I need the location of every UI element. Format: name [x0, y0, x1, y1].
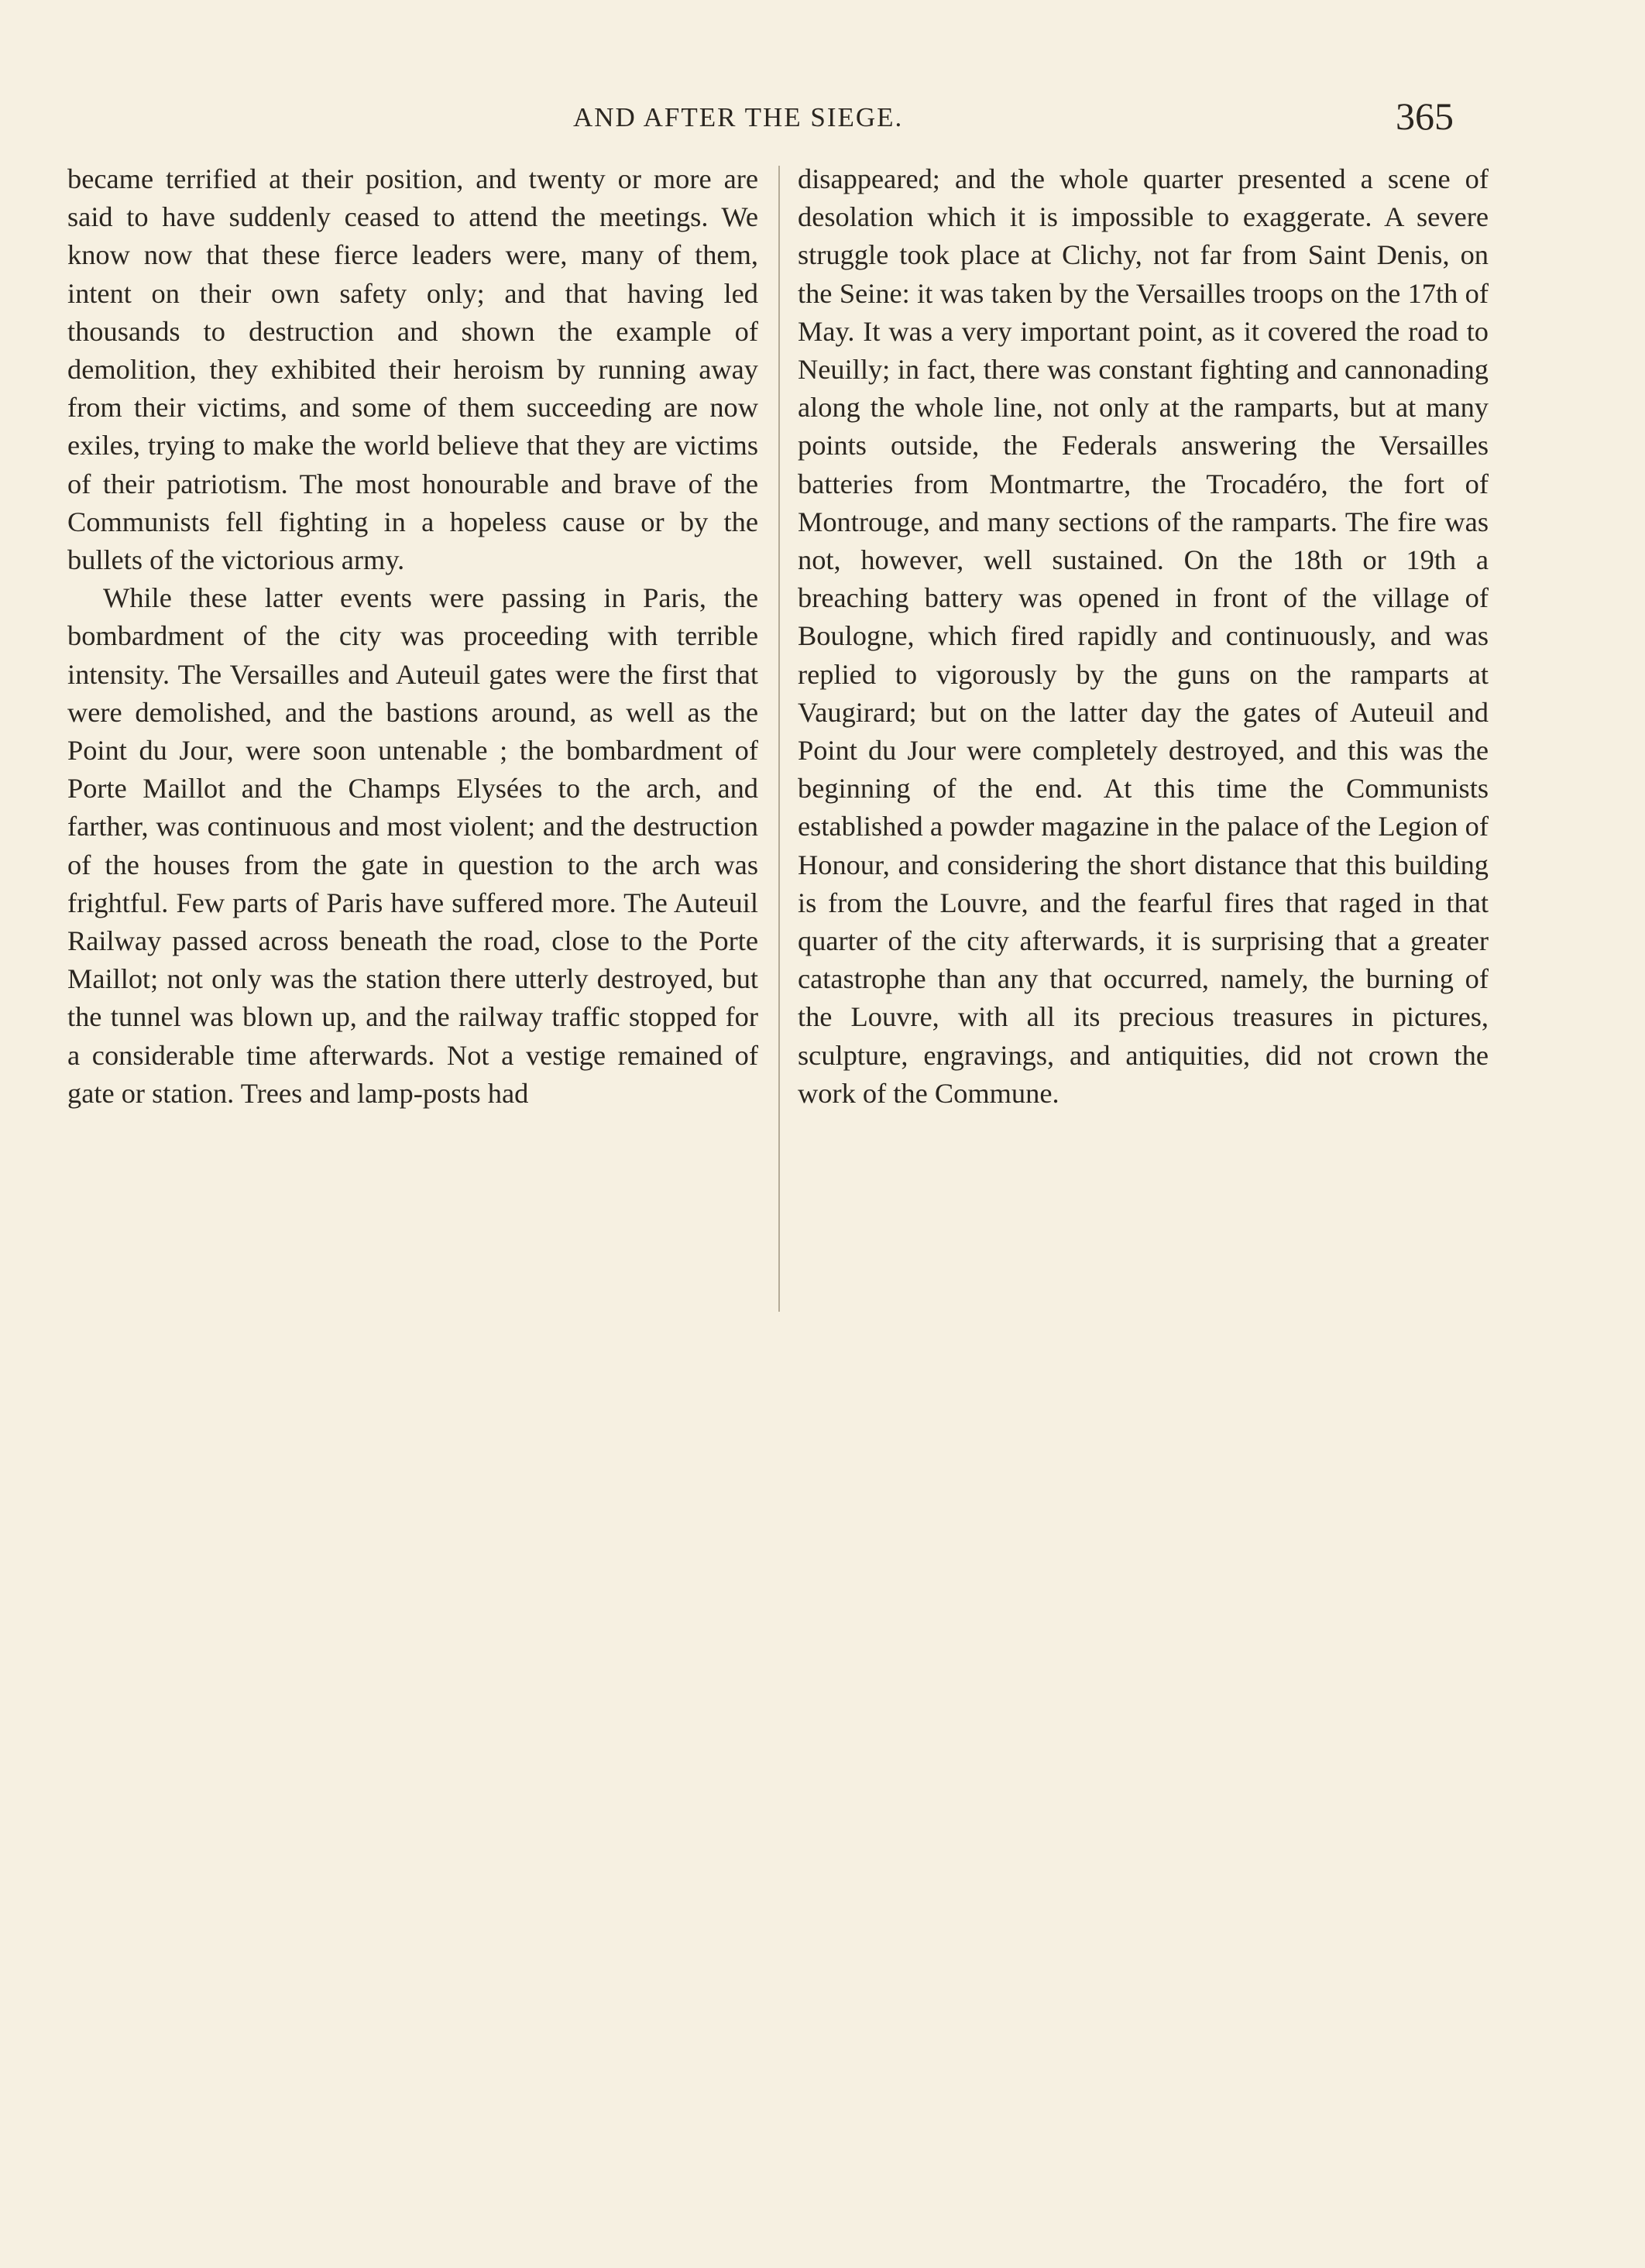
running-head	[0, 94, 1645, 141]
left-paragraph-2: While these latter events were passing in Paris, the bombardment of the city was proceeding with terrible intensity. The Versailles and Auteuil gates were the first that were demolished, and the bastions around, as well as the Point du Jour, were soon untenable ; the bombardment of Porte Maillot and the Champs Elysées to the arch, and farther, was continuous and most violent; and the destruction of the houses from the gate in question to the arch was frightful. Few parts of Paris have suffered more. The Auteuil Railway passed across beneath the road, close to the Porte Maillot; not only was the station there utterly destroyed, but the tunnel was blown up, and the railway traffic stopped for a considerable time afterwards. Not a vestige remained of gate or station. Trees and lamp-posts had	[67, 582, 758, 1109]
running-title: AND AFTER THE SIEGE.	[573, 102, 904, 132]
right-paragraph-1: disappeared; and the whole quarter presented a scene of desolation which it is impossible to exaggerate. A severe struggle took place at Clichy, not far from Saint Denis, on the Seine: it was taken by the Versailles troops on the 17th of May. It was a very important point, as it covered the road to Neuilly; in fact, there was constant fighting and cannonading along the whole line, not only at the ramparts, but at many points outside, the Federals answering the Versailles batteries from Montmartre, the Trocadéro, the fort of Montrouge, and many sections of the ramparts. The fire was not, however, well sustained. On the 18th or 19th a breaching battery was opened in front of the village of Boulogne, which fired rapidly and continuously, and was replied to vigorously by the guns on the ramparts at Vaugirard; but on the latter day the gates of Auteuil and Point du Jour were completely destroyed, and this was the beginning of the end. At this time the Communists established a powder magazine in the palace of the Legion of Honour, and considering the short distance that this building is from the Louvre, and the fearful fires that raged in that quarter of the city afterwards, it is surprising that a greater catastrophe than any that occurred, namely, the burning of the Louvre, with all its precious treasures in pictures, sculpture, engravings, and antiquities, did not crown the work of the Commune.	[798, 163, 1489, 1109]
right-column	[798, 160, 1489, 1113]
page-number: 365	[1396, 94, 1454, 138]
left-column	[67, 160, 758, 1113]
left-paragraph-1: became terrified at their position, and twenty or more are said to have suddenly ceased to attend the meetings. We know now that these fierce leaders were, many of them, intent on their own safety only; and that having led thousands to destruction and shown the example of demolition, they exhibited their heroism by running away from their victims, and some of them succeeding are now exiles, trying to make the world believe that they are victims of their patriotism. The most honourable and brave of the Communists fell fighting in a hopeless cause or by the bullets of the victorious army.	[67, 163, 758, 576]
column-divider	[778, 166, 780, 1312]
